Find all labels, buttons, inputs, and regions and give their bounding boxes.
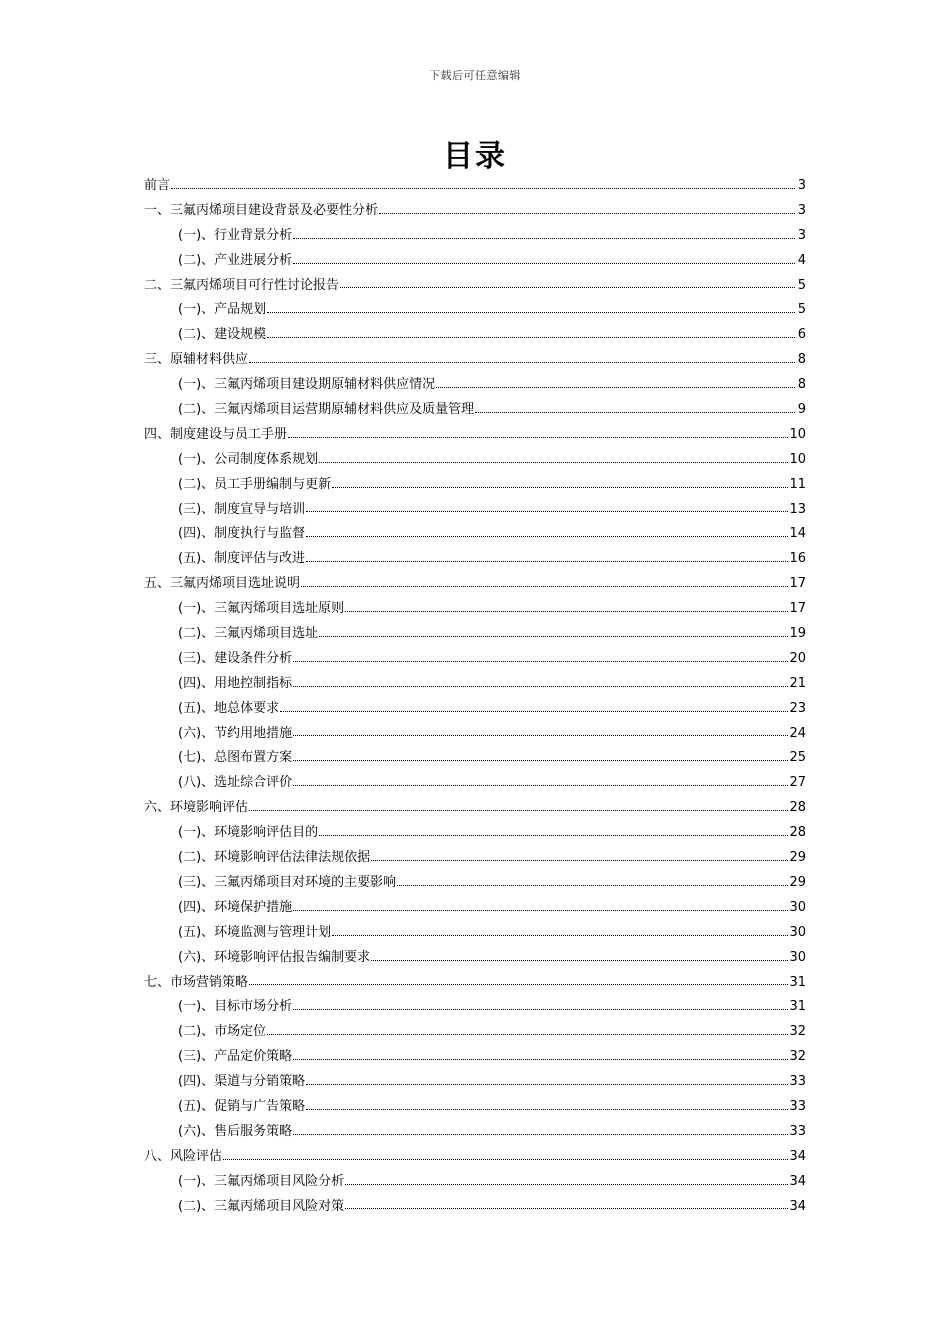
toc-entry-label: (四)、渠道与分销策略 [178,1074,306,1090]
toc-entry[interactable] [144,796,806,821]
dot-leader [301,585,788,587]
toc-entry-page-number: 10 [789,451,806,467]
toc-entry-label: (五)、地总体要求 [178,700,280,716]
dot-leader [293,784,788,786]
toc-entry-label: (一)、三氟丙烯项目选址原则 [178,601,345,617]
toc-entry-page-number: 3 [797,178,806,193]
dot-leader [379,212,795,214]
dot-leader [293,909,788,911]
toc-entry-page-number: 34 [789,1148,806,1164]
toc-entry-label: 七、市场营销策略 [144,974,249,990]
dot-leader [293,660,788,662]
toc-entry-page-number: 5 [797,302,806,318]
dot-leader [306,1083,788,1085]
toc-subentry[interactable] [144,871,806,896]
dot-leader [293,734,788,736]
toc-entry-page-number: 25 [789,750,806,766]
toc-entry-page-number: 23 [789,700,806,716]
dot-leader [293,1058,788,1060]
toc-entry[interactable] [144,348,806,373]
dot-leader [249,809,788,811]
dot-leader [267,311,795,313]
toc-subentry[interactable] [144,746,806,771]
dot-leader [171,187,795,189]
dot-leader [306,560,788,562]
toc-entry-page-number: 11 [789,476,806,492]
dot-leader [267,1033,788,1035]
dot-leader [397,884,788,886]
toc-title: 目录 [443,139,507,174]
toc-subentry[interactable] [144,597,806,622]
toc-entry-page-number: 34 [789,1173,806,1189]
toc-subentry[interactable] [144,846,806,871]
toc-subentry[interactable] [144,1170,806,1195]
dot-leader [306,535,788,537]
toc-entry-label: (二)、产业进展分析 [178,252,293,268]
toc-subentry[interactable] [144,672,806,697]
toc-entry-page-number: 13 [789,501,806,517]
toc-entry-page-number: 32 [789,1024,806,1040]
toc-entry[interactable] [144,274,806,299]
toc-entry-page-number: 30 [789,924,806,940]
dot-leader [249,983,788,985]
toc-subentry[interactable] [144,1095,806,1120]
toc-entry-label: (六)、节约用地措施 [178,725,293,741]
dot-leader [306,510,788,512]
toc-entry-label: (三)、建设条件分析 [178,650,293,666]
dot-leader [280,710,788,712]
dot-leader [306,1108,788,1110]
toc-subentry[interactable] [144,946,806,971]
toc-entry-page-number: 4 [797,252,806,268]
toc-entry-page-number: 30 [789,899,806,915]
toc-entry-page-number: 17 [789,576,806,592]
dot-leader [293,685,788,687]
toc-entry-label: (一)、公司制度体系规划 [178,451,319,467]
toc-subentry[interactable] [144,821,806,846]
dot-leader [293,1133,788,1135]
toc-subentry[interactable] [144,1020,806,1045]
toc-entry-label: (二)、三氟丙烯项目运营期原辅材料供应及质量管理 [178,402,475,418]
toc-entry-page-number: 24 [789,725,806,741]
toc-subentry[interactable] [144,921,806,946]
toc-entry-page-number: 16 [789,551,806,567]
toc-entry-page-number: 19 [789,626,806,642]
toc-subentry[interactable] [144,522,806,547]
dot-leader [293,759,788,761]
toc-entry-page-number: 3 [797,202,806,218]
toc-entry-label: 一、三氟丙烯项目建设背景及必要性分析 [144,202,379,218]
toc-subentry[interactable] [144,995,806,1020]
toc-entry-label: (六)、环境影响评估报告编制要求 [178,949,371,965]
toc-entry-label: (三)、产品定价策略 [178,1049,293,1065]
toc-entry-page-number: 10 [789,426,806,442]
toc-subentry[interactable] [144,498,806,523]
toc-subentry[interactable] [144,1070,806,1095]
toc-entry-label: 八、风险评估 [144,1148,223,1164]
dot-leader [345,610,788,612]
dot-leader [293,262,795,264]
toc-entry-label: 二、三氟丙烯项目可行性讨论报告 [144,277,340,293]
dot-leader [345,1207,788,1209]
toc-entry-label: (七)、总图布置方案 [178,750,293,766]
dot-leader [249,361,795,363]
toc-entry-page-number: 28 [789,800,806,816]
toc-entry-page-number: 28 [789,825,806,841]
toc-subentry[interactable] [144,622,806,647]
toc-entry[interactable] [144,971,806,996]
toc-entry-page-number: 8 [797,352,806,368]
toc-subentry[interactable] [144,323,806,348]
toc-subentry[interactable] [144,896,806,921]
dot-leader [293,1008,788,1010]
toc-entry-page-number: 21 [789,675,806,691]
toc-entry-label: (一)、环境影响评估目的 [178,825,319,841]
toc-subentry[interactable] [144,1195,806,1220]
toc-entry-label: (二)、员工手册编制与更新 [178,476,332,492]
toc-entry-page-number: 34 [789,1198,806,1214]
toc-entry-label: (四)、制度执行与监督 [178,526,306,542]
dot-leader [345,1183,788,1185]
toc-entry[interactable] [144,174,806,199]
dot-leader [371,859,788,861]
toc-entry-page-number: 6 [797,327,806,343]
toc-entry-label: 前言 [144,178,171,193]
toc-entry-label: (六)、售后服务策略 [178,1123,293,1139]
dot-leader [319,635,788,637]
toc-entry-page-number: 27 [789,775,806,791]
toc-subentry[interactable] [144,1120,806,1145]
toc-entry-label: (五)、环境监测与管理计划 [178,924,332,940]
toc-entry-label: (一)、目标市场分析 [178,999,293,1015]
toc-entry-label: 五、三氟丙烯项目选址说明 [144,576,301,592]
toc-subentry[interactable] [144,547,806,572]
toc-entry[interactable] [144,1145,806,1170]
toc-subentry[interactable] [144,373,806,398]
toc-subentry[interactable] [144,1045,806,1070]
dot-leader [332,486,788,488]
dot-leader [371,959,788,961]
toc-entry[interactable] [144,572,806,597]
toc-entry-label: (五)、促销与广告策略 [178,1098,306,1114]
dot-leader [319,834,788,836]
dot-leader [293,237,795,239]
header-note: 下载后可任意编辑 [429,69,521,82]
toc-entry-label: 四、制度建设与员工手册 [144,426,288,442]
toc-entry-page-number: 17 [789,601,806,617]
toc-entry-label: (三)、三氟丙烯项目对环境的主要影响 [178,874,397,890]
toc-entry-label: (五)、制度评估与改进 [178,551,306,567]
toc-entry-label: (二)、建设规模 [178,327,267,343]
toc-entry-page-number: 20 [789,650,806,666]
toc-entry-page-number: 31 [789,974,806,990]
toc-entry[interactable] [144,423,806,448]
toc-entry-label: 三、原辅材料供应 [144,352,249,368]
toc-subentry[interactable] [144,697,806,722]
toc-entry-page-number: 31 [789,999,806,1015]
toc-entry-page-number: 29 [789,874,806,890]
toc-entry-label: (二)、三氟丙烯项目风险对策 [178,1198,345,1214]
toc-entry-page-number: 8 [797,377,806,393]
toc-entry-label: (一)、产品规划 [178,302,267,318]
dot-leader [436,386,795,388]
toc-subentry[interactable] [144,298,806,323]
toc-entry-page-number: 33 [789,1074,806,1090]
toc-entry-label: (四)、环境保护措施 [178,899,293,915]
toc-subentry[interactable] [144,771,806,796]
toc-entry-page-number: 9 [797,402,806,418]
dot-leader [475,411,795,413]
toc-entry-label: (二)、市场定位 [178,1024,267,1040]
toc-subentry[interactable] [144,647,806,672]
dot-leader [340,286,795,288]
dot-leader [319,461,788,463]
toc-entry[interactable] [144,199,806,224]
toc-entry-label: (三)、制度宣导与培训 [178,501,306,517]
toc-entry-page-number: 3 [797,227,806,243]
toc-subentry[interactable] [144,224,806,249]
toc-subentry[interactable] [144,473,806,498]
toc-entry-label: (四)、用地控制指标 [178,675,293,691]
toc-entry-label: (一)、三氟丙烯项目建设期原辅材料供应情况 [178,377,436,393]
toc-subentry[interactable] [144,448,806,473]
toc-entry-label: (八)、选址综合评价 [178,775,293,791]
toc-entry-label: (一)、行业背景分析 [178,227,293,243]
toc-subentry[interactable] [144,249,806,274]
toc-entry-page-number: 33 [789,1123,806,1139]
toc-entry-page-number: 29 [789,850,806,866]
toc-entry-page-number: 5 [797,277,806,293]
toc-entry-label: 六、环境影响评估 [144,800,249,816]
toc-entry-page-number: 30 [789,949,806,965]
dot-leader [332,934,788,936]
toc-entry-label: (二)、三氟丙烯项目选址 [178,626,319,642]
toc-entry-page-number: 14 [789,526,806,542]
dot-leader [267,336,795,338]
toc-entry-page-number: 32 [789,1049,806,1065]
table-of-contents [144,174,806,1219]
dot-leader [288,436,788,438]
toc-entry-label: (二)、环境影响评估法律法规依据 [178,850,371,866]
toc-entry-page-number: 33 [789,1098,806,1114]
toc-entry-label: (一)、三氟丙烯项目风险分析 [178,1173,345,1189]
toc-subentry[interactable] [144,722,806,747]
dot-leader [223,1158,788,1160]
toc-subentry[interactable] [144,398,806,423]
